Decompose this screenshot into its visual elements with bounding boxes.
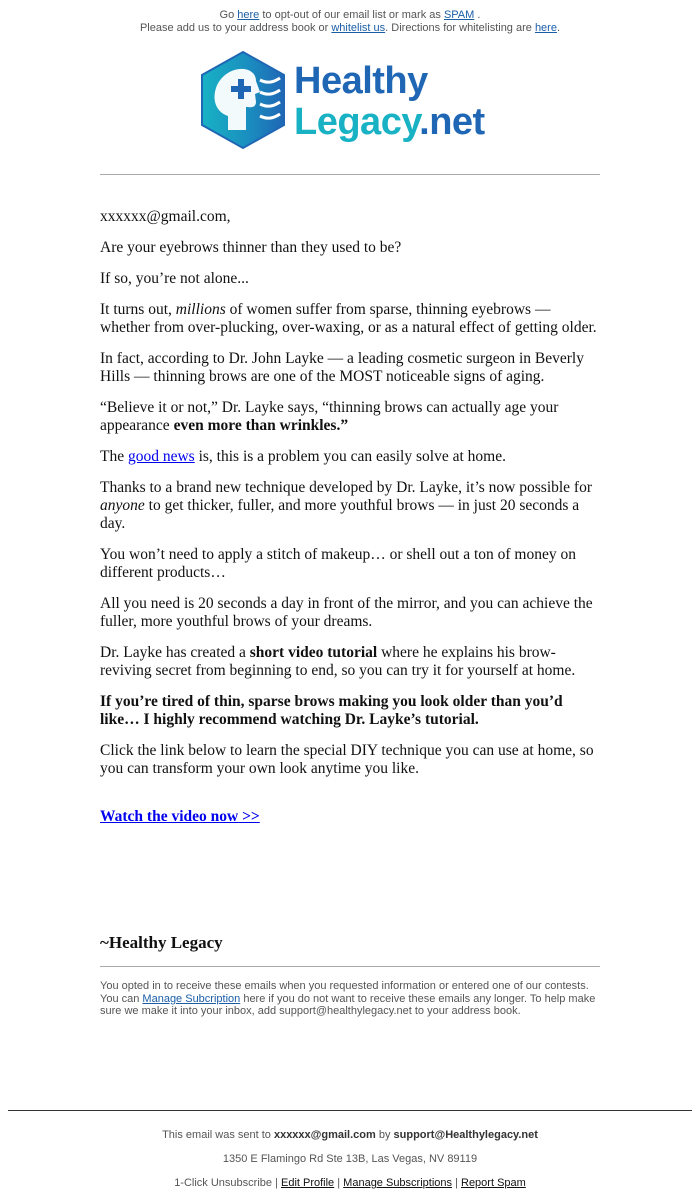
logo-word-legacy: Legacy [294, 101, 420, 143]
paragraph-12: Click the link below to learn the special DIY technique you can use at home, so you can transform your own look anytime you like. [100, 742, 594, 777]
top-notice [0, 9, 700, 35]
footer-sent-line [0, 1129, 700, 1141]
footer-links [0, 1177, 700, 1189]
text: The [100, 448, 128, 465]
bold-quote: even more than wrinkles.” [173, 417, 349, 434]
paragraph-5 [100, 399, 600, 435]
paragraph-6 [100, 448, 600, 466]
report-spam-link[interactable]: Report Spam [461, 1177, 526, 1189]
footer-address: 1350 E Flamingo Rd Ste 13B, Las Vegas, NV 89119 [222, 1153, 478, 1165]
notice-text: . Directions for whitelisting are [385, 22, 535, 34]
bold-text: If you’re tired of thin, sparse brows making you look older than you’d like… I highly recommend watching Dr. Layke’s tutorial. [100, 693, 563, 728]
edit-profile-link[interactable]: Edit Profile [280, 1177, 335, 1189]
top-notice-line1 [0, 9, 700, 22]
footer-divider [8, 1110, 692, 1111]
paragraph-7 [100, 479, 600, 533]
signature-divider [100, 966, 600, 967]
text: This email was sent to [162, 1129, 274, 1141]
paragraph-4: In fact, according to Dr. John Layke — a leading cosmetic surgeon in Beverly Hills — thinning brows are one of the MOST noticeable signs of aging. [100, 350, 584, 385]
text: “Believe it or not,” Dr. Layke says, “thinning brows can actually age your appearance [100, 399, 559, 434]
paragraph-1: Are your eyebrows thinner than they used to be? [100, 239, 402, 256]
text: here if you do not want to receive these emails any longer. To help make sure we make it into your inbox, add support@healthylegacy.net to your address book. [100, 992, 596, 1017]
healthy-legacy-logo[interactable] [198, 50, 508, 150]
notice-text: to opt-out of our email list or mark as [259, 9, 444, 21]
whitelist-directions-link[interactable]: here [534, 22, 557, 34]
paragraph-10 [100, 644, 600, 680]
signature: ~Healthy Legacy [100, 933, 223, 952]
separator: | [452, 1177, 461, 1189]
watch-video-link[interactable]: Watch the video now >> [100, 808, 260, 825]
paragraph-9: All you need is 20 seconds a day in front of the mirror, and you can achieve the fuller, more youthful brows of your dreams. [100, 595, 593, 630]
text: Thanks to a brand new technique developed by Dr. Layke, it’s now possible for [100, 479, 593, 496]
text: It turns out, [100, 301, 176, 318]
sender-email: support@Healthylegacy.net [393, 1129, 538, 1141]
top-notice-line2 [0, 22, 700, 35]
notice-text: . [556, 22, 561, 34]
text: to get thicker, fuller, and more youthful brows — in just 20 seconds a day. [100, 497, 580, 532]
manage-subscriptions-link[interactable]: Manage Subscriptions [343, 1177, 453, 1189]
good-news-link[interactable]: good news [127, 448, 195, 465]
text: Dr. Layke has created a [100, 644, 250, 661]
opt-in-notice [100, 980, 605, 1018]
bold-text: short video tutorial [249, 644, 378, 661]
one-click-unsubscribe-text: 1-Click Unsubscribe [174, 1177, 272, 1189]
email-body [100, 208, 600, 826]
logo-word-legacy-net [294, 102, 485, 142]
head-hexagon-icon [198, 50, 288, 150]
logo-word-net: .net [419, 101, 485, 143]
header-divider [100, 174, 600, 175]
opt-out-link[interactable]: here [237, 9, 260, 21]
text: of women suffer from sparse, thinning eyebrows — whether from over-plucking, over-waxing, or as a natural effect of getting older. [100, 301, 597, 336]
whitelist-link[interactable]: whitelist us [331, 22, 386, 34]
recipient-email: xxxxxx@gmail.com [273, 1129, 376, 1141]
separator: | [334, 1177, 344, 1189]
text: You opted in to receive these emails when you requested information or entered one of our contests. You can [100, 980, 589, 1005]
manage-subscription-link[interactable]: Manage Subcription [142, 992, 241, 1005]
spam-link[interactable]: SPAM [443, 9, 475, 21]
text: by [375, 1129, 394, 1141]
greeting: xxxxxx@gmail.com, [100, 208, 231, 225]
notice-text: Go [219, 9, 238, 21]
text: where he explains his brow-reviving secret from beginning to end, so you can try it for yourself at home. [100, 644, 576, 679]
paragraph-2: If so, you’re not alone... [100, 270, 249, 287]
paragraph-8: You won’t need to apply a stitch of makeup… or shell out a ton of money on different products… [100, 546, 576, 581]
separator: | [272, 1177, 281, 1189]
emphasis: anyone [100, 497, 145, 514]
notice-text: . [474, 9, 481, 21]
emphasis: millions [175, 301, 226, 318]
logo-word-healthy: Healthy [294, 60, 428, 102]
paragraph-3 [100, 301, 600, 337]
paragraph-11 [100, 693, 600, 729]
notice-text: Please add us to your address book or [139, 22, 332, 34]
text: is, this is a problem you can easily solve at home. [194, 448, 506, 465]
